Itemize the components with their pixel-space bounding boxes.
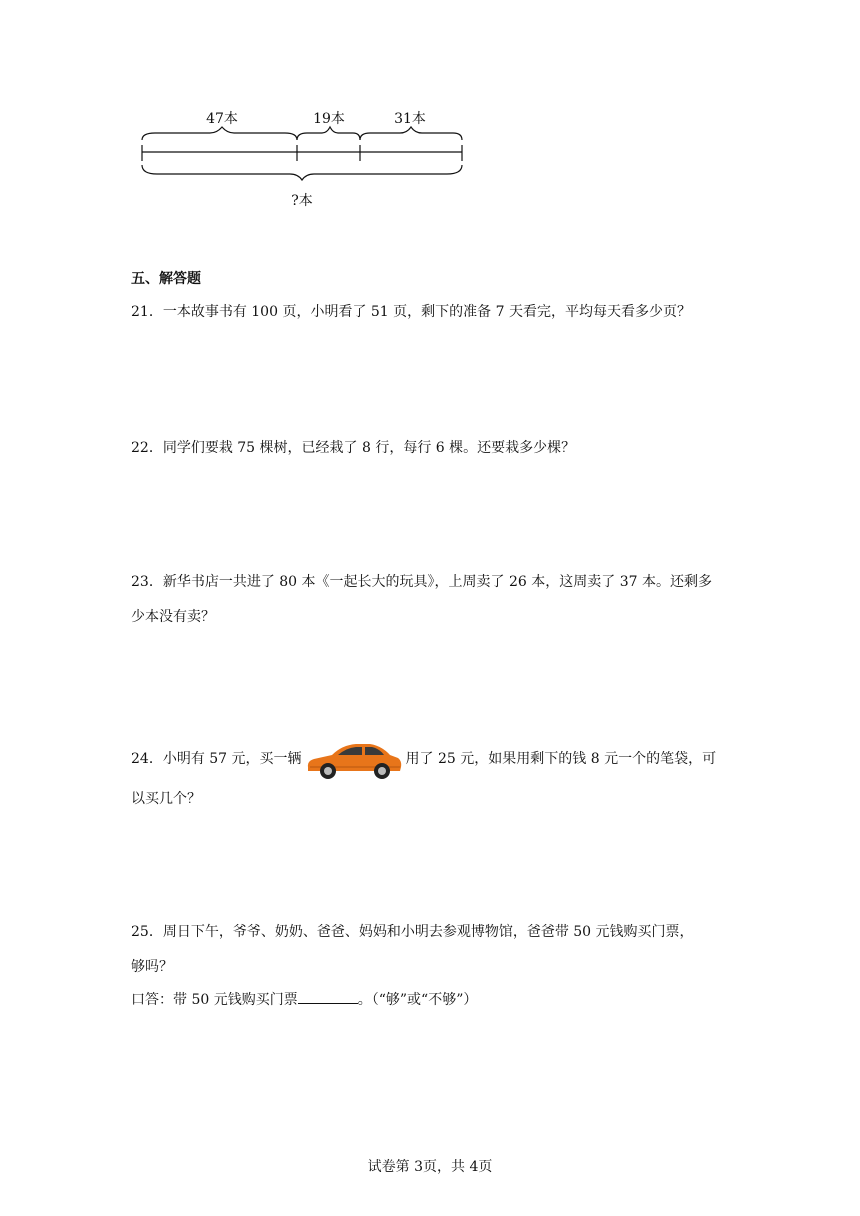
- segment-lines: [135, 125, 475, 185]
- question-21: [131, 301, 691, 323]
- question-text-before: 小明有 57 元，买一辆: [162, 751, 302, 767]
- orange-car-icon: [304, 737, 404, 781]
- question-22: [131, 437, 575, 459]
- question-text: 同学们要栽 75 棵树，已经栽了 8 行，每行 6 棵。还要栽多少棵？: [162, 440, 576, 456]
- page-footer: 试卷第 3页，共 4页: [367, 1159, 493, 1175]
- question-text-line1: 新华书店一共进了 80 本《一起长大的玩具》，上周卖了 26 本，这周卖了 37 本。还剩多: [162, 574, 712, 590]
- segment-label-3: 31本: [394, 111, 426, 127]
- question-text: 一本故事书有 100 页，小明看了 51 页，剩下的准备 7 天看完，平均每天看多少页？: [162, 304, 691, 320]
- question-24-line2: 以买几个？: [131, 791, 201, 807]
- segment-label-1: 47本: [206, 111, 238, 127]
- question-number: 22．: [131, 440, 163, 456]
- question-25-line2: 够吗？: [131, 959, 173, 975]
- total-label: ?本: [291, 193, 313, 209]
- question-number: 21．: [131, 304, 163, 320]
- question-23: [131, 571, 712, 593]
- segment-label-2: 19本: [313, 111, 345, 127]
- section-title: 五、解答题: [131, 271, 201, 287]
- question-number: 23．: [131, 574, 163, 590]
- question-text-after: 用了 25 元，如果用剩下的钱 8 元一个的笔袋，可: [405, 751, 717, 767]
- question-23-line2: 少本没有卖？: [131, 609, 215, 625]
- answer-blank[interactable]: [298, 989, 358, 1004]
- question-number: 24．: [131, 751, 163, 767]
- question-text-line1: 周日下午，爷爷、奶奶、爸爸、妈妈和小明去参观博物馆，爸爸带 50 元钱购买门票，: [162, 924, 694, 940]
- question-number: 25．: [131, 924, 163, 940]
- answer-line: [131, 989, 477, 1011]
- answer-prefix: 口答：带 50 元钱购买门票: [131, 992, 298, 1008]
- question-24: [131, 737, 716, 781]
- answer-suffix: 。（“够”或“不够”）: [357, 992, 478, 1008]
- question-25: [131, 921, 694, 943]
